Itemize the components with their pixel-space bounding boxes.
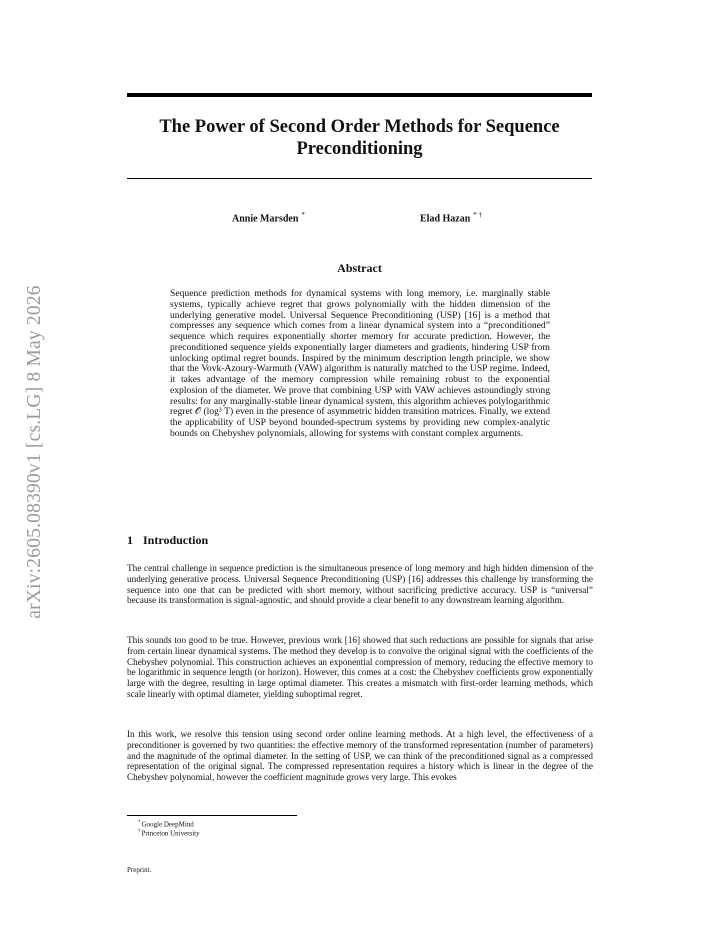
footnote-text: Google DeepMind xyxy=(141,820,194,829)
author xyxy=(232,211,305,224)
abstract-heading: Abstract xyxy=(337,261,382,275)
section-title: Introduction xyxy=(143,533,209,547)
footnote-mark: † xyxy=(138,829,141,834)
section-number: 1 xyxy=(127,533,133,547)
author-marks: * xyxy=(301,211,305,219)
paper-title: The Power of Second Order Methods for Sequence Preconditioning xyxy=(159,117,560,159)
title-bottom-rule xyxy=(127,178,592,179)
arxiv-identifier-text: arXiv:2605.08390v1 [cs.LG] 8 May 2026 xyxy=(24,285,45,619)
section-heading xyxy=(127,533,208,548)
author xyxy=(420,211,482,224)
arxiv-identifier xyxy=(20,262,50,642)
abstract-text: Sequence prediction methods for dynamical systems with long memory, i.e. marginally stable systems, typically achieve regret that grows polynomially with the hidden dimension of the underlying generative model. Universal Sequence Preconditioning (USP) [16] is a method that compresses any sequence which comes from a linear dynamical system into a “preconditioned” sequence which requires exponentially shorter memory for accurate prediction. However, the preconditioned sequence yields exponentially larger diameters and gradients, hindering USP from unlocking optimal regret bounds. Inspired by the minimum description length principle, we show that the Vovk-Azoury-Warmuth (VAW) algorithm is naturally matched to the USP regime. Indeed, it takes advantage of the memory compression while remaining robust to the exponential explosion of the diameter. We prove that combining USP with VAW achieves astoundingly strong results: for any marginally-stable linear dynamical system, this algorithm achieves polylogarithmic regret 𝒪 (log³ T) even in the presence of asymmetric hidden transition matrices. Finally, we extend the applicability of USP beyond bounded-spectrum systems by providing new complex-analytic bounds on Chebyshev polynomials, allowing for systems with constant complex arguments. xyxy=(170,288,551,439)
title-top-rule xyxy=(127,93,592,97)
preprint-note: Preprint. xyxy=(127,866,152,874)
footnote-rule xyxy=(127,815,297,816)
footnote-mark: * xyxy=(138,820,141,825)
author-name: Elad Hazan xyxy=(420,213,471,225)
author-marks: * † xyxy=(473,211,483,219)
footnote xyxy=(138,827,200,838)
author-name: Annie Marsden xyxy=(232,213,299,225)
paragraph: The central challenge in sequence prediction is the simultaneous presence of long memory and high hidden dimension of the underlying generative process. Universal Sequence Preconditioning (USP) [16] addresses this challenge by transforming the sequence into one that can be predicted with short memory, without sacrificing predictive accuracy. USP is “universal” because its transformation is signal-agnostic, and should provide a clear benefit to any downstream learning algorithm. xyxy=(127,563,593,606)
footnote-text: Princeton University xyxy=(141,829,200,838)
paragraph: In this work, we resolve this tension using second order online learning methods. At a high level, the effectiveness of a preconditioner is governed by two quantities: the effective memory of the transformed representation (number of parameters) and the magnitude of the optimal diameter. In the setting of USP, we can think of the preconditioned signal as a compressed representation of the original signal. The compressed representation requires a history which is linear in the degree of the Chebyshev polynomial, however the coefficient magnitude grows very large. This evokes xyxy=(127,729,593,783)
paragraph: This sounds too good to be true. However, previous work [16] showed that such reductions are possible for signals that arise from certain linear dynamical systems. The method they develop is to convolve the original signal with the coefficients of the Chebyshev polynomial. This construction achieves an exponential compression of memory, reducing the effective memory to be logarithmic in sequence length (or horizon). However, this comes at a cost: the Chebyshev coefficients grow exponentially large with the degree, resulting in large optimal diameter. This creates a mismatch with first-order learning methods, which scale linearly with optimal diameter, yielding suboptimal regret. xyxy=(127,635,593,699)
